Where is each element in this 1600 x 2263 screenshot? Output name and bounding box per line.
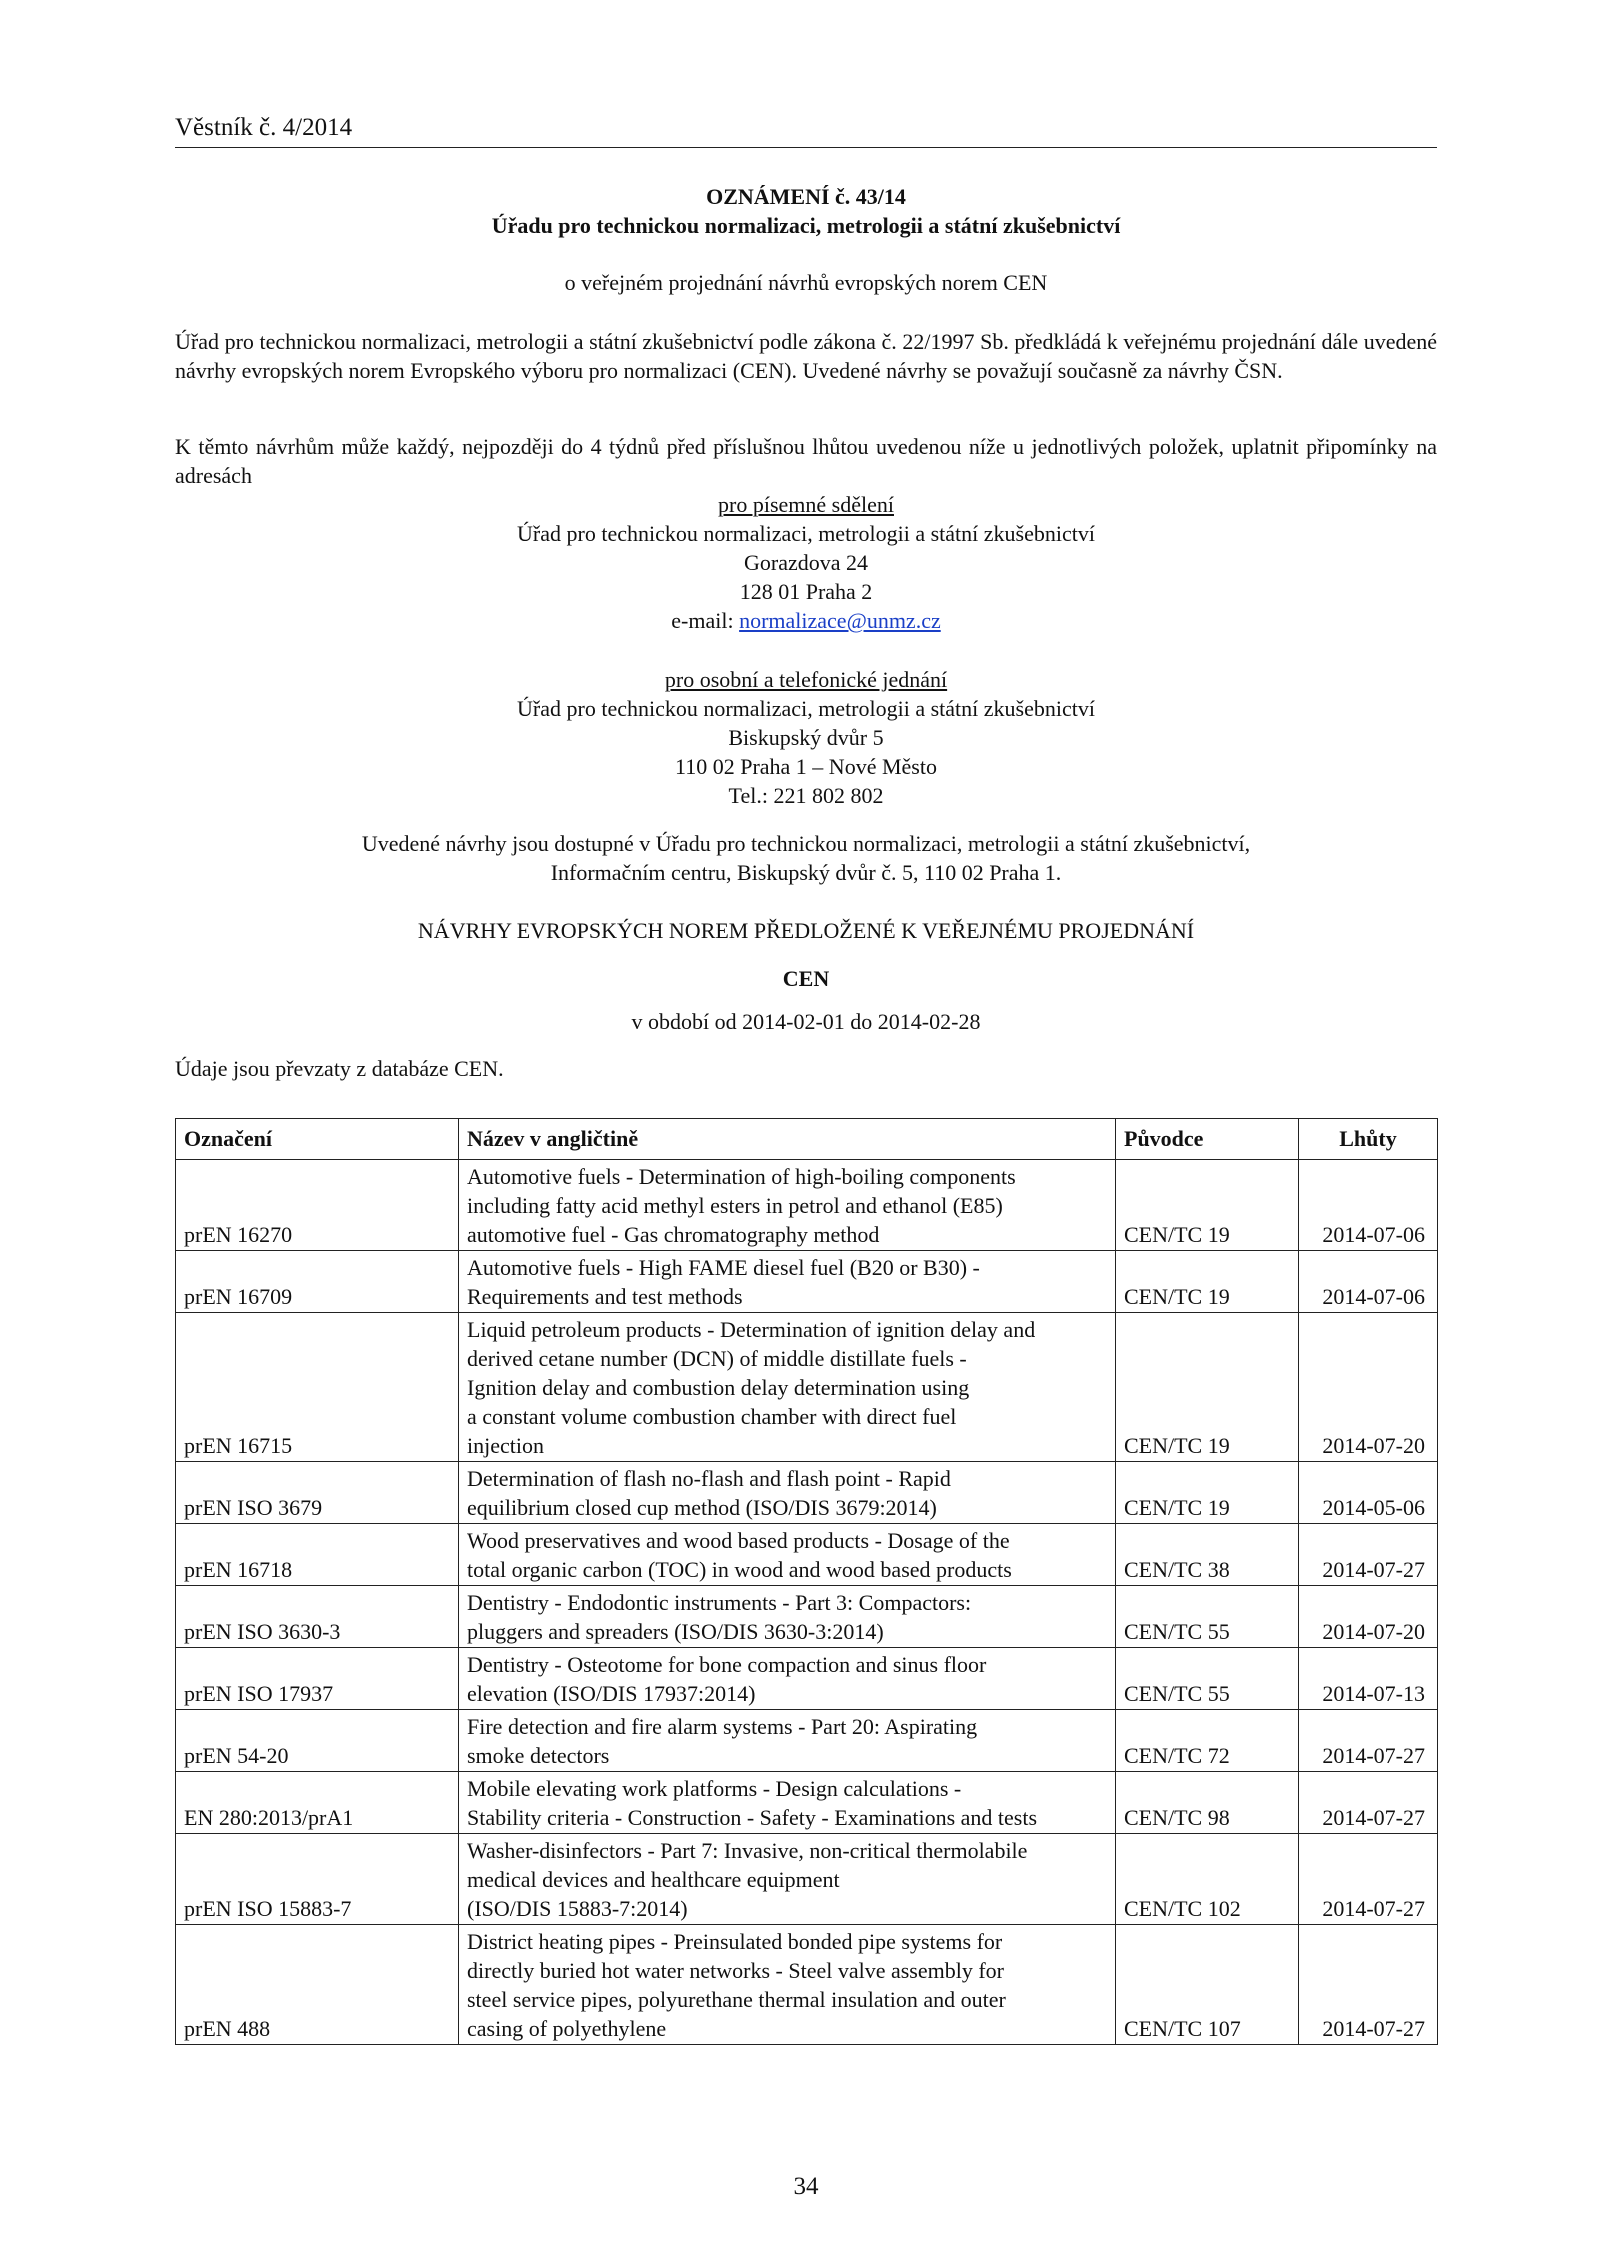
written-contact-email-line <box>175 606 1437 635</box>
cell-title <box>459 1834 1116 1925</box>
availability-line-2: Informačním centru, Biskupský dvůr č. 5, 110 02 Praha 1. <box>550 860 1062 885</box>
cell-originator: CEN/TC 55 <box>1116 1586 1299 1648</box>
source-note: Údaje jsou převzaty z databáze CEN. <box>175 1056 504 1081</box>
cell-originator: CEN/TC 19 <box>1116 1160 1299 1251</box>
title-line: Fire detection and fire alarm systems - Part 20: Aspirating <box>467 1714 978 1739</box>
title-line: including fatty acid methyl esters in petrol and ethanol (E85) <box>467 1193 1003 1218</box>
title-line: District heating pipes - Preinsulated bonded pipe systems for <box>467 1929 1003 1954</box>
table-row <box>176 1710 1438 1772</box>
cell-designation: prEN 54-20 <box>176 1710 459 1772</box>
cell-title <box>459 1462 1116 1524</box>
cell-deadline: 2014-07-27 <box>1299 1834 1438 1925</box>
title-line: pluggers and spreaders (ISO/DIS 3630-3:2014) <box>467 1619 884 1644</box>
title-line: equilibrium closed cup method (ISO/DIS 3679:2014) <box>467 1495 937 1520</box>
title-line: elevation (ISO/DIS 17937:2014) <box>467 1681 756 1706</box>
email-link[interactable]: normalizace@unmz.cz <box>739 608 941 633</box>
cell-originator: CEN/TC 55 <box>1116 1648 1299 1710</box>
table-row <box>176 1925 1438 2045</box>
cell-designation: prEN ISO 15883-7 <box>176 1834 459 1925</box>
table-row <box>176 1160 1438 1251</box>
title-line: Automotive fuels - High FAME diesel fuel (B20 or B30) - <box>467 1255 980 1280</box>
cell-title <box>459 1313 1116 1462</box>
cell-designation: prEN 16709 <box>176 1251 459 1313</box>
section-title: NÁVRHY EVROPSKÝCH NOREM PŘEDLOŽENÉ K VEŘEJNÉMU PROJEDNÁNÍ <box>417 918 1195 943</box>
cell-designation: prEN 16718 <box>176 1524 459 1586</box>
availability-line-1: Uvedené návrhy jsou dostupné v Úřadu pro technickou normalizaci, metrologii a státní zkušebnictví, <box>361 831 1251 856</box>
title-line: (ISO/DIS 15883-7:2014) <box>467 1896 688 1921</box>
title-line: Determination of flash no-flash and flash point - Rapid <box>467 1466 951 1491</box>
cell-designation: prEN 488 <box>176 1925 459 2045</box>
title-line: Liquid petroleum products - Determination of ignition delay and <box>467 1317 1036 1342</box>
title-line: Washer-disinfectors - Part 7: Invasive, non-critical thermolabile <box>467 1838 1028 1863</box>
title-line: casing of polyethylene <box>467 2016 667 2041</box>
cell-originator: CEN/TC 19 <box>1116 1462 1299 1524</box>
table-row <box>176 1772 1438 1834</box>
cell-designation: prEN ISO 17937 <box>176 1648 459 1710</box>
column-header-title: Název v angličtině <box>459 1119 1116 1160</box>
cell-deadline: 2014-07-20 <box>1299 1313 1438 1462</box>
table-row <box>176 1251 1438 1313</box>
announcement-issuer: Úřadu pro technickou normalizaci, metrologii a státní zkušebnictví <box>491 213 1121 238</box>
cell-deadline: 2014-07-27 <box>1299 1710 1438 1772</box>
cell-originator: CEN/TC 98 <box>1116 1772 1299 1834</box>
cell-title <box>459 1251 1116 1313</box>
title-line: Stability criteria - Construction - Safety - Examinations and tests <box>467 1805 1038 1830</box>
title-line: Mobile elevating work platforms - Design calculations - <box>467 1776 962 1801</box>
cell-deadline: 2014-07-13 <box>1299 1648 1438 1710</box>
cell-title <box>459 1925 1116 2045</box>
cell-title <box>459 1772 1116 1834</box>
cell-deadline: 2014-07-27 <box>1299 1772 1438 1834</box>
cell-title <box>459 1648 1116 1710</box>
title-line: directly buried hot water networks - Steel valve assembly for <box>467 1958 1005 1983</box>
personal-contact-heading: pro osobní a telefonické jednání <box>664 667 948 692</box>
title-line: derived cetane number (DCN) of middle distillate fuels - <box>467 1346 967 1371</box>
cell-title <box>459 1710 1116 1772</box>
announcement-title: OZNÁMENÍ č. 43/14 <box>706 184 906 209</box>
page-number: 34 <box>793 2173 819 2200</box>
table-row <box>176 1586 1438 1648</box>
cell-originator: CEN/TC 72 <box>1116 1710 1299 1772</box>
title-line: steel service pipes, polyurethane thermal insulation and outer <box>467 1987 1006 2012</box>
written-contact-street: Gorazdova 24 <box>743 550 868 575</box>
title-line: injection <box>467 1433 544 1458</box>
title-line: total organic carbon (TOC) in wood and wood based products <box>467 1557 1012 1582</box>
cell-designation: prEN 16715 <box>176 1313 459 1462</box>
cell-title <box>459 1586 1116 1648</box>
cell-deadline: 2014-07-06 <box>1299 1251 1438 1313</box>
cell-originator: CEN/TC 38 <box>1116 1524 1299 1586</box>
table-row <box>176 1648 1438 1710</box>
cell-originator: CEN/TC 102 <box>1116 1834 1299 1925</box>
table-row <box>176 1462 1438 1524</box>
title-line: a constant volume combustion chamber with direct fuel <box>467 1404 957 1429</box>
title-line: Ignition delay and combustion delay determination using <box>467 1375 970 1400</box>
column-header-originator: Původce <box>1116 1119 1299 1160</box>
title-line: Wood preservatives and wood based products - Dosage of the <box>467 1528 1010 1553</box>
running-header: Věstník č. 4/2014 <box>175 114 353 141</box>
comments-paragraph: K těmto návrhům může každý, nejpozději do 4 týdnů před příslušnou lhůtou uvedenou níže u jednotlivých položek, uplatnit připomínky na adresách <box>175 434 1437 488</box>
cell-designation: prEN ISO 3630-3 <box>176 1586 459 1648</box>
column-header-deadline: Lhůty <box>1299 1119 1438 1160</box>
title-line: automotive fuel - Gas chromatography method <box>467 1222 880 1247</box>
personal-contact-city: 110 02 Praha 1 – Nové Město <box>675 754 937 779</box>
cell-deadline: 2014-05-06 <box>1299 1462 1438 1524</box>
intro-paragraph: Úřad pro technickou normalizaci, metrologii a státní zkušebnictví podle zákona č. 22/1997 Sb. předkládá k veřejnému projednání dále uvedené návrhy evropských norem Evropského výboru pro normalizaci (CEN). Uvedené návrhy se považují současně za návrhy ČSN. <box>175 329 1437 383</box>
announcement-subject: o veřejném projednání návrhů evropských norem CEN <box>564 270 1048 295</box>
title-line: Requirements and test methods <box>467 1284 743 1309</box>
table-header-row <box>176 1119 1438 1160</box>
email-label: e-mail: <box>671 608 740 633</box>
section-period: v období od 2014-02-01 do 2014-02-28 <box>631 1009 981 1034</box>
cell-originator: CEN/TC 19 <box>1116 1251 1299 1313</box>
personal-contact-phone: Tel.: 221 802 802 <box>728 783 884 808</box>
written-contact-org: Úřad pro technickou normalizaci, metrologii a státní zkušebnictví <box>517 521 1095 546</box>
cell-originator: CEN/TC 19 <box>1116 1313 1299 1462</box>
cell-deadline: 2014-07-06 <box>1299 1160 1438 1251</box>
header-divider <box>175 147 1437 148</box>
cell-deadline: 2014-07-27 <box>1299 1925 1438 2045</box>
cell-designation: prEN ISO 3679 <box>176 1462 459 1524</box>
table-row <box>176 1313 1438 1462</box>
cell-title <box>459 1524 1116 1586</box>
cell-deadline: 2014-07-27 <box>1299 1524 1438 1586</box>
written-contact-heading: pro písemné sdělení <box>718 492 894 517</box>
cell-title <box>459 1160 1116 1251</box>
title-line: Dentistry - Endodontic instruments - Part 3: Compactors: <box>467 1590 972 1615</box>
cell-designation: EN 280:2013/prA1 <box>176 1772 459 1834</box>
norms-table <box>175 1118 1438 2045</box>
title-line: Automotive fuels - Determination of high-boiling components <box>467 1164 1016 1189</box>
title-line: smoke detectors <box>467 1743 610 1768</box>
title-line: Dentistry - Osteotome for bone compaction and sinus floor <box>467 1652 987 1677</box>
norms-table-body <box>176 1160 1438 2045</box>
column-header-designation: Označení <box>176 1119 459 1160</box>
personal-contact-org: Úřad pro technickou normalizaci, metrologii a státní zkušebnictví <box>517 696 1095 721</box>
cell-deadline: 2014-07-20 <box>1299 1586 1438 1648</box>
cell-originator: CEN/TC 107 <box>1116 1925 1299 2045</box>
written-contact-block <box>175 490 1437 635</box>
table-row <box>176 1834 1438 1925</box>
personal-contact-street: Biskupský dvůr 5 <box>728 725 884 750</box>
personal-contact-block <box>175 665 1437 810</box>
cell-designation: prEN 16270 <box>176 1160 459 1251</box>
written-contact-city: 128 01 Praha 2 <box>739 579 873 604</box>
title-line: medical devices and healthcare equipment <box>467 1867 840 1892</box>
section-body: CEN <box>782 966 830 991</box>
table-row <box>176 1524 1438 1586</box>
